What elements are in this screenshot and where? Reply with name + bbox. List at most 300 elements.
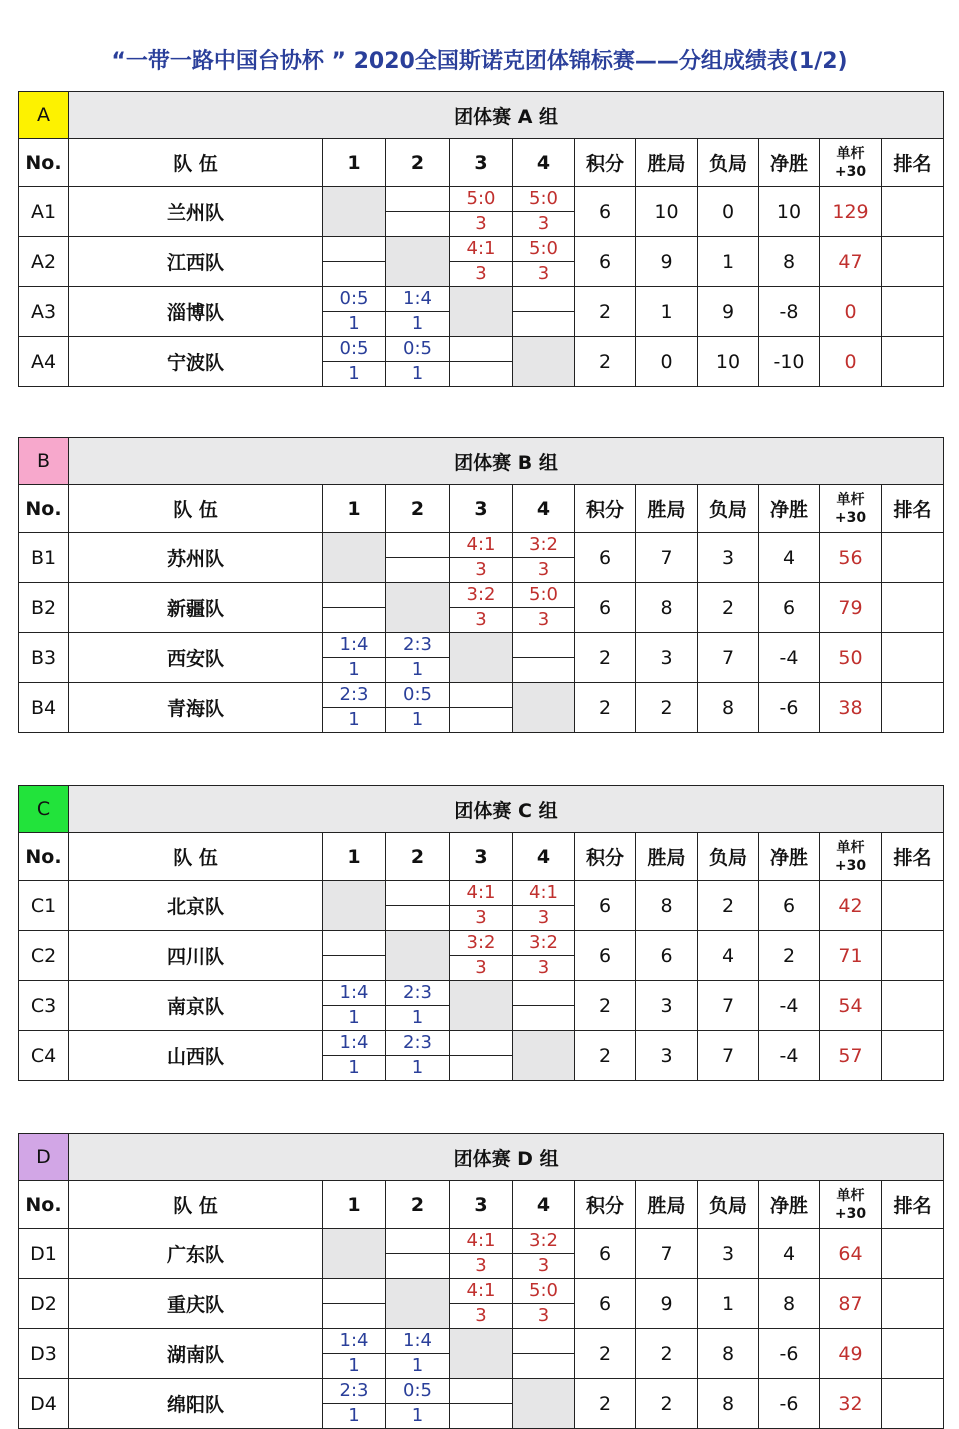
column-header: 1: [323, 833, 386, 881]
match-points: [386, 906, 449, 930]
match-points: 1: [411, 1355, 424, 1376]
team-row: [19, 287, 944, 337]
group-table: [18, 785, 944, 1081]
match-points: 1: [411, 659, 424, 680]
breaks-30-value: 71: [820, 931, 882, 981]
team-name: 青海队: [69, 683, 323, 733]
self-match-cell: [513, 683, 575, 733]
column-header: 排名: [882, 485, 944, 533]
group-letter: A: [19, 92, 69, 139]
net-frames-value: -6: [759, 1379, 820, 1429]
column-header: 单杆 +30: [820, 485, 882, 533]
breaks-30-value: 32: [820, 1379, 882, 1429]
column-header: 负局: [698, 485, 759, 533]
match-score: 3:2: [450, 583, 512, 608]
column-header: 单杆 +30: [820, 1181, 882, 1229]
frames-won-value: 7: [636, 1229, 698, 1279]
group-banner: 团体赛 C 组: [69, 786, 944, 833]
match-result-cell: [323, 1279, 386, 1329]
breaks-30-value: 49: [820, 1329, 882, 1379]
match-result-cell: [513, 981, 575, 1031]
column-header: No.: [19, 485, 69, 533]
match-result-cell: [323, 583, 386, 633]
column-header: 3: [450, 485, 513, 533]
rank-value: [882, 287, 944, 337]
column-header: 单杆 +30: [820, 833, 882, 881]
match-score: 0:5: [386, 1379, 449, 1404]
net-frames-value: 2: [759, 931, 820, 981]
net-frames-value: -4: [759, 633, 820, 683]
column-header: 负局: [698, 1181, 759, 1229]
rank-value: [882, 981, 944, 1031]
team-number: D2: [19, 1279, 69, 1329]
match-result-cell: [386, 1229, 450, 1279]
team-name: 淄博队: [69, 287, 323, 337]
frames-won-value: 3: [636, 981, 698, 1031]
team-name: 绵阳队: [69, 1379, 323, 1429]
team-number: D4: [19, 1379, 69, 1429]
group-b-section: [18, 437, 943, 733]
column-header: 负局: [698, 139, 759, 187]
points-value: 6: [575, 1229, 636, 1279]
team-name: 西安队: [69, 633, 323, 683]
match-result-cell: [450, 583, 513, 633]
match-points: 3: [537, 263, 550, 284]
match-score: [323, 1279, 385, 1304]
rank-value: [882, 1329, 944, 1379]
points-value: 2: [575, 1329, 636, 1379]
frames-lost-value: 3: [698, 533, 759, 583]
self-match-cell: [513, 337, 575, 387]
self-match-cell: [323, 881, 386, 931]
match-score: 2:3: [386, 633, 449, 658]
team-number: A1: [19, 187, 69, 237]
column-header: 4: [513, 833, 575, 881]
match-score: 2:3: [386, 981, 449, 1006]
match-points: 3: [475, 609, 487, 630]
self-match-cell: [513, 1031, 575, 1081]
frames-lost-value: 7: [698, 981, 759, 1031]
group-letter: D: [19, 1134, 69, 1181]
breaks-30-value: 54: [820, 981, 882, 1031]
column-header: No.: [19, 1181, 69, 1229]
points-value: 6: [575, 931, 636, 981]
match-result-cell: [513, 533, 575, 583]
team-number: B2: [19, 583, 69, 633]
self-match-cell: [386, 237, 450, 287]
column-header: 2: [386, 833, 450, 881]
match-score: 4:1: [513, 881, 574, 906]
frames-lost-value: 10: [698, 337, 759, 387]
net-frames-value: -10: [759, 337, 820, 387]
breaks-30-value: 79: [820, 583, 882, 633]
frames-lost-value: 2: [698, 583, 759, 633]
column-header: 积分: [575, 1181, 636, 1229]
column-header: 净胜: [759, 833, 820, 881]
match-result-cell: [513, 583, 575, 633]
team-name: 湖南队: [69, 1329, 323, 1379]
rank-value: [882, 533, 944, 583]
match-score: [513, 1329, 574, 1354]
match-points: [450, 708, 512, 732]
rank-value: [882, 1031, 944, 1081]
breaks-30-value: 0: [820, 337, 882, 387]
team-name: 新疆队: [69, 583, 323, 633]
team-name: 兰州队: [69, 187, 323, 237]
match-score: [450, 683, 512, 708]
match-score: [386, 1229, 449, 1254]
column-header: 排名: [882, 1181, 944, 1229]
points-value: 2: [575, 337, 636, 387]
match-result-cell: [450, 1279, 513, 1329]
breaks-30-value: 38: [820, 683, 882, 733]
frames-lost-value: 4: [698, 931, 759, 981]
column-header: 胜局: [636, 139, 698, 187]
match-result-cell: [513, 1229, 575, 1279]
match-score: 2:3: [323, 683, 385, 708]
frames-won-value: 6: [636, 931, 698, 981]
match-result-cell: [386, 1329, 450, 1379]
net-frames-value: -6: [759, 683, 820, 733]
points-value: 2: [575, 1379, 636, 1429]
team-row: [19, 981, 944, 1031]
group-table: [18, 91, 944, 387]
frames-won-value: 2: [636, 683, 698, 733]
team-row: [19, 1031, 944, 1081]
group-d-section: [18, 1133, 943, 1429]
column-header: 1: [323, 139, 386, 187]
self-match-cell: [323, 187, 386, 237]
match-points: 1: [348, 1057, 360, 1078]
team-number: B4: [19, 683, 69, 733]
net-frames-value: 6: [759, 583, 820, 633]
match-points: 1: [411, 709, 424, 730]
match-points: 1: [348, 313, 360, 334]
match-points: 1: [411, 1057, 424, 1078]
column-header: 1: [323, 485, 386, 533]
match-score: 1:4: [386, 1329, 449, 1354]
net-frames-value: 8: [759, 1279, 820, 1329]
match-result-cell: [386, 287, 450, 337]
match-score: [513, 633, 574, 658]
points-value: 2: [575, 683, 636, 733]
self-match-cell: [513, 1379, 575, 1429]
match-result-cell: [386, 533, 450, 583]
match-score: 1:4: [323, 1329, 385, 1354]
frames-won-value: 0: [636, 337, 698, 387]
frames-won-value: 3: [636, 1031, 698, 1081]
match-result-cell: [323, 1031, 386, 1081]
frames-lost-value: 0: [698, 187, 759, 237]
breaks-30-value: 64: [820, 1229, 882, 1279]
match-points: 3: [475, 559, 487, 580]
match-points: 3: [475, 263, 487, 284]
self-match-cell: [386, 1279, 450, 1329]
match-score: 3:2: [513, 533, 574, 558]
points-value: 6: [575, 583, 636, 633]
match-points: 1: [348, 709, 360, 730]
team-name: 广东队: [69, 1229, 323, 1279]
match-score: 2:3: [386, 1031, 449, 1056]
team-row: [19, 533, 944, 583]
team-name: 北京队: [69, 881, 323, 931]
points-value: 2: [575, 633, 636, 683]
rank-value: [882, 337, 944, 387]
match-score: [513, 981, 574, 1006]
frames-lost-value: 8: [698, 683, 759, 733]
column-header: 3: [450, 139, 513, 187]
column-header: 4: [513, 485, 575, 533]
match-points: 1: [348, 659, 360, 680]
match-points: 3: [537, 609, 550, 630]
net-frames-value: 6: [759, 881, 820, 931]
match-points: [513, 1354, 574, 1378]
match-points: 3: [537, 559, 550, 580]
match-points: 1: [411, 1405, 424, 1426]
frames-lost-value: 1: [698, 237, 759, 287]
match-result-cell: [386, 187, 450, 237]
match-points: 3: [537, 213, 550, 234]
column-header: No.: [19, 139, 69, 187]
column-header: 3: [450, 1181, 513, 1229]
team-number: A3: [19, 287, 69, 337]
match-result-cell: [323, 981, 386, 1031]
group-a-section: [18, 91, 943, 387]
column-header: 胜局: [636, 1181, 698, 1229]
rank-value: [882, 633, 944, 683]
match-score: [450, 337, 512, 362]
match-result-cell: [450, 931, 513, 981]
team-row: [19, 683, 944, 733]
match-result-cell: [323, 1379, 386, 1429]
match-result-cell: [513, 237, 575, 287]
match-points: 3: [537, 907, 550, 928]
frames-won-value: 3: [636, 633, 698, 683]
team-name: 四川队: [69, 931, 323, 981]
column-header: 积分: [575, 139, 636, 187]
match-result-cell: [450, 1229, 513, 1279]
match-points: [513, 658, 574, 682]
breaks-30-value: 0: [820, 287, 882, 337]
rank-value: [882, 1379, 944, 1429]
match-score: [386, 881, 449, 906]
team-number: B3: [19, 633, 69, 683]
column-header: 积分: [575, 833, 636, 881]
points-value: 6: [575, 187, 636, 237]
points-value: 2: [575, 287, 636, 337]
team-name: 宁波队: [69, 337, 323, 387]
rank-value: [882, 187, 944, 237]
match-result-cell: [323, 1329, 386, 1379]
team-number: B1: [19, 533, 69, 583]
frames-lost-value: 3: [698, 1229, 759, 1279]
frames-lost-value: 1: [698, 1279, 759, 1329]
match-score: [386, 533, 449, 558]
team-row: [19, 337, 944, 387]
match-score: [513, 287, 574, 312]
team-name: 江西队: [69, 237, 323, 287]
match-score: [386, 187, 449, 212]
team-row: [19, 1379, 944, 1429]
points-value: 6: [575, 533, 636, 583]
match-result-cell: [450, 1031, 513, 1081]
column-header: 1: [323, 1181, 386, 1229]
column-header: 队 伍: [69, 833, 323, 881]
match-points: 1: [411, 363, 424, 384]
team-number: C4: [19, 1031, 69, 1081]
self-match-cell: [323, 1229, 386, 1279]
match-result-cell: [323, 683, 386, 733]
team-name: 重庆队: [69, 1279, 323, 1329]
page-title: “一带一路中国台协杯 ” 2020全国斯诺克团体锦标赛——分组成绩表(1/2): [111, 49, 848, 74]
self-match-cell: [450, 633, 513, 683]
match-points: [450, 362, 512, 386]
column-header: 队 伍: [69, 139, 323, 187]
match-result-cell: [386, 1379, 450, 1429]
group-letter: B: [19, 438, 69, 485]
match-result-cell: [450, 237, 513, 287]
self-match-cell: [450, 1329, 513, 1379]
match-points: 3: [537, 957, 550, 978]
self-match-cell: [450, 287, 513, 337]
match-points: 1: [411, 313, 424, 334]
match-points: 1: [348, 1405, 360, 1426]
match-points: 3: [537, 1255, 550, 1276]
rank-value: [882, 583, 944, 633]
frames-won-value: 2: [636, 1329, 698, 1379]
column-header: 净胜: [759, 139, 820, 187]
column-header: 负局: [698, 833, 759, 881]
column-header: 净胜: [759, 1181, 820, 1229]
match-points: [513, 312, 574, 336]
team-row: [19, 583, 944, 633]
frames-lost-value: 9: [698, 287, 759, 337]
column-header: 4: [513, 1181, 575, 1229]
team-number: C1: [19, 881, 69, 931]
match-points: [323, 956, 385, 980]
frames-won-value: 2: [636, 1379, 698, 1429]
match-result-cell: [323, 237, 386, 287]
rank-value: [882, 1229, 944, 1279]
match-score: 1:4: [323, 633, 385, 658]
match-score: 3:2: [513, 1229, 574, 1254]
team-row: [19, 1329, 944, 1379]
frames-won-value: 1: [636, 287, 698, 337]
match-points: [386, 558, 449, 582]
rank-value: [882, 237, 944, 287]
group-banner: 团体赛 B 组: [69, 438, 944, 485]
match-points: 3: [475, 1305, 487, 1326]
match-points: 3: [475, 907, 487, 928]
match-result-cell: [323, 931, 386, 981]
net-frames-value: -6: [759, 1329, 820, 1379]
match-score: 0:5: [386, 683, 449, 708]
frames-lost-value: 8: [698, 1379, 759, 1429]
column-header: 排名: [882, 833, 944, 881]
team-number: C2: [19, 931, 69, 981]
match-points: 3: [475, 1255, 487, 1276]
match-score: 0:5: [386, 337, 449, 362]
match-points: [386, 212, 449, 236]
match-score: [323, 931, 385, 956]
match-result-cell: [386, 337, 450, 387]
column-header: 排名: [882, 139, 944, 187]
net-frames-value: 4: [759, 1229, 820, 1279]
rank-value: [882, 931, 944, 981]
net-frames-value: -4: [759, 1031, 820, 1081]
match-score: 1:4: [323, 1031, 385, 1056]
column-header: 胜局: [636, 485, 698, 533]
team-row: [19, 237, 944, 287]
rank-value: [882, 881, 944, 931]
column-header: 2: [386, 485, 450, 533]
group-table: [18, 437, 944, 733]
match-points: 3: [475, 957, 487, 978]
match-score: [323, 237, 385, 262]
match-score: 2:3: [323, 1379, 385, 1404]
match-points: [323, 1304, 385, 1328]
group-table: [18, 1133, 944, 1429]
frames-won-value: 7: [636, 533, 698, 583]
team-row: [19, 931, 944, 981]
team-name: 山西队: [69, 1031, 323, 1081]
breaks-30-value: 57: [820, 1031, 882, 1081]
self-match-cell: [450, 981, 513, 1031]
team-row: [19, 1279, 944, 1329]
column-header: 2: [386, 139, 450, 187]
match-score: [323, 583, 385, 608]
match-score: 1:4: [386, 287, 449, 312]
net-frames-value: 10: [759, 187, 820, 237]
points-value: 6: [575, 237, 636, 287]
match-result-cell: [513, 1329, 575, 1379]
points-value: 6: [575, 1279, 636, 1329]
match-score: 4:1: [450, 1279, 512, 1304]
match-result-cell: [450, 187, 513, 237]
column-header: 2: [386, 1181, 450, 1229]
net-frames-value: 4: [759, 533, 820, 583]
match-score: 4:1: [450, 1229, 512, 1254]
team-number: D3: [19, 1329, 69, 1379]
match-score: 4:1: [450, 237, 512, 262]
column-header: 胜局: [636, 833, 698, 881]
match-result-cell: [450, 881, 513, 931]
match-result-cell: [323, 633, 386, 683]
match-score: 5:0: [450, 187, 512, 212]
match-score: 0:5: [323, 337, 385, 362]
rank-value: [882, 683, 944, 733]
match-result-cell: [386, 1031, 450, 1081]
match-points: 1: [348, 1007, 360, 1028]
match-score: 1:4: [323, 981, 385, 1006]
column-header: 队 伍: [69, 485, 323, 533]
breaks-30-value: 87: [820, 1279, 882, 1329]
match-result-cell: [513, 881, 575, 931]
column-header: 净胜: [759, 485, 820, 533]
match-points: 1: [348, 363, 360, 384]
team-number: A4: [19, 337, 69, 387]
group-banner: 团体赛 A 组: [69, 92, 944, 139]
match-result-cell: [386, 683, 450, 733]
match-result-cell: [386, 633, 450, 683]
breaks-30-value: 56: [820, 533, 882, 583]
match-points: 1: [348, 1355, 360, 1376]
match-points: [513, 1006, 574, 1030]
team-row: [19, 187, 944, 237]
match-score: 3:2: [513, 931, 574, 956]
match-score: [450, 1031, 512, 1056]
match-result-cell: [450, 683, 513, 733]
